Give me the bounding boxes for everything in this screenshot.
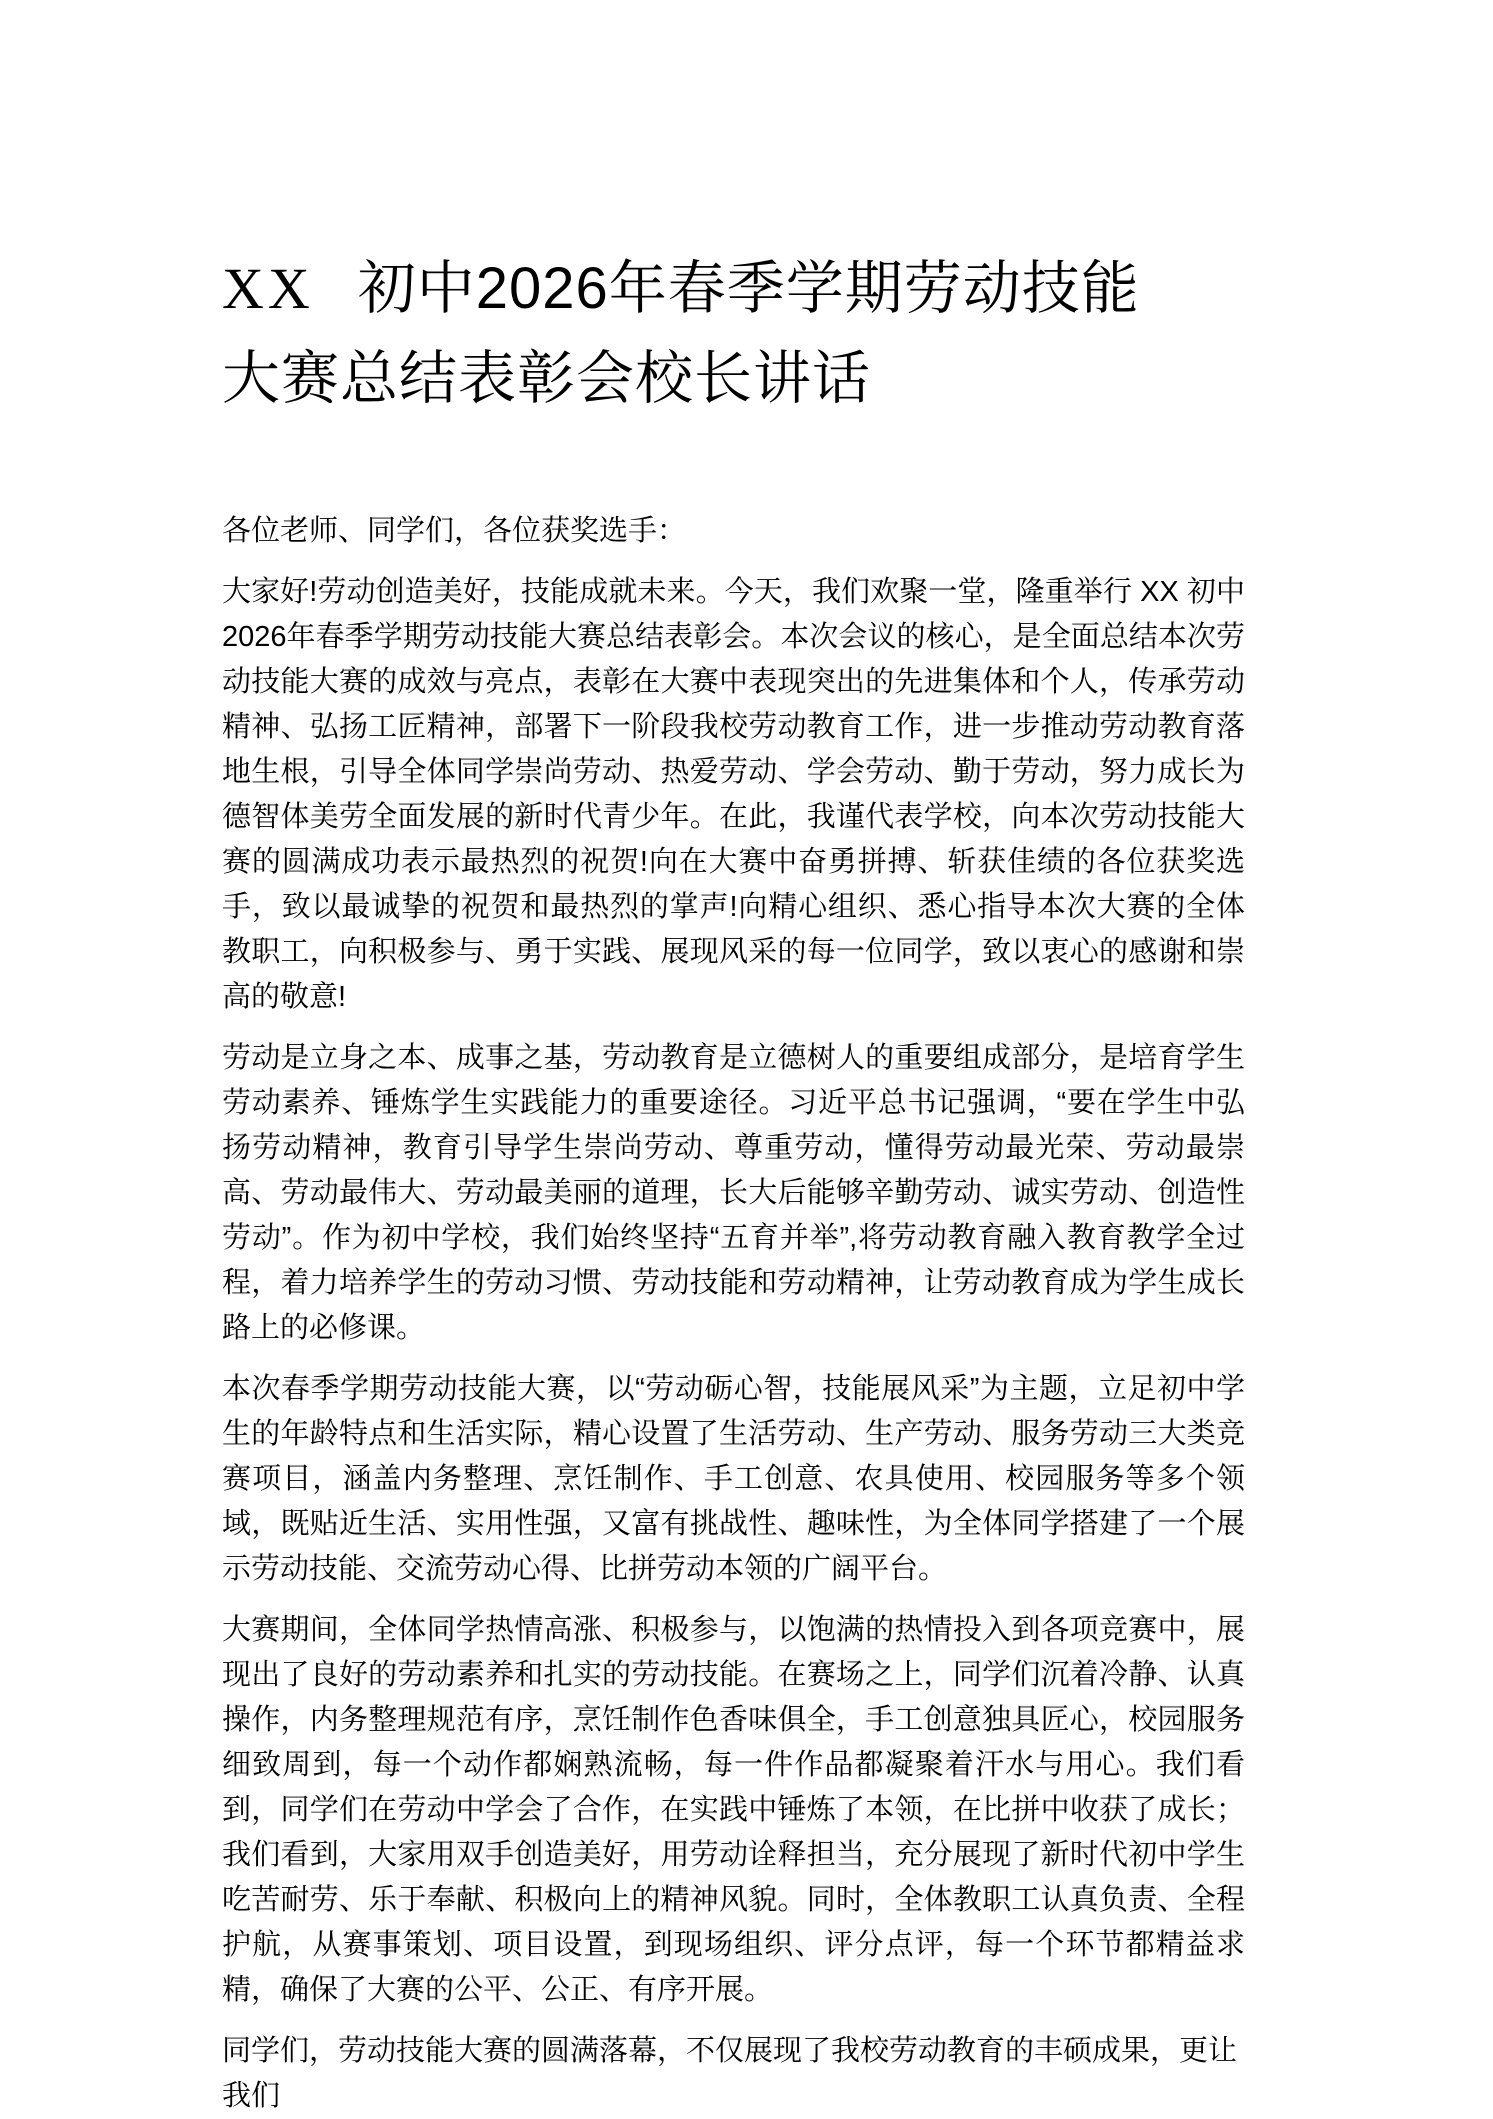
title-line-1: 初中2026年春季学期劳动技能	[357, 256, 1140, 321]
title-school-name-placeholder: XX	[222, 256, 314, 321]
paragraph-competition-theme-and-events: 本次春季学期劳动技能大赛，以“劳动砺心智，技能展风采”为主题，立足初中学生的年龄特点和生活实际，精心设置了生活劳动、生产劳动、服务劳动三大类竞赛项目，涵盖内务整理、烹饪制作、手工创意、农具使用、校园服务等多个领域，既贴近生活、实用性强，又富有挑战性、趣味性，为全体同学搭建了一个展示劳动技能、交流劳动心得、比拼劳动本领的广阔平台。	[222, 1373, 1245, 1585]
paragraph-opening-congratulations: 大家好!劳动创造美好，技能成就未来。今天，我们欢聚一堂，隆重举行 XX 初中2026年春季学期劳动技能大赛总结表彰会。本次会议的核心，是全面总结本次劳动技能大赛的成效与亮点，表彰在大赛中表现突出的先进集体和个人，传承劳动精神、弘扬工匠精神，部署下一阶段我校劳动教育工作，进一步推动劳动教育落地生根，引导全体同学崇尚劳动、热爱劳动、学会劳动、勤于劳动，努力成长为德智体美劳全面发展的新时代青少年。在此，我谨代表学校，向本次劳动技能大赛的圆满成功表示最热烈的祝贺!向在大赛中奋勇拼搏、斩获佳绩的各位获奖选手，致以最诚挚的祝贺和最热烈的掌声!向精心组织、悉心指导本次大赛的全体教职工，向积极参与、勇于实践、展现风采的每一位同学，致以衷心的感谢和崇高的敬意!	[222, 576, 1245, 1013]
paragraph-closing-partial: 同学们，劳动技能大赛的圆满落幕，不仅展现了我校劳动教育的丰硕成果，更让我们	[222, 2035, 1238, 2112]
title-line-2: 大赛总结表彰会校长讲话	[222, 346, 872, 411]
document-title	[222, 244, 1245, 424]
salutation-line: 各位老师、同学们，各位获奖选手：	[222, 515, 687, 547]
paragraph-labor-education-significance: 劳动是立身之本、成事之基，劳动教育是立德树人的重要组成部分，是培育学生劳动素养、锤炼学生实践能力的重要途径。习近平总书记强调，“要在学生中弘扬劳动精神，教育引导学生崇尚劳动、尊重劳动，懂得劳动最光荣、劳动最崇高、劳动最伟大、劳动最美丽的道理，长大后能够辛勤劳动、诚实劳动、创造性劳动”。作为初中学校，我们始终坚持“五育并举”,将劳动教育融入教育教学全过程，着力培养学生的劳动习惯、劳动技能和劳动精神，让劳动教育成为学生成长路上的必修课。	[222, 1042, 1245, 1344]
paragraph-competition-performance: 大赛期间，全体同学热情高涨、积极参与，以饱满的热情投入到各项竞赛中，展现出了良好的劳动素养和扎实的劳动技能。在赛场之上，同学们沉着冷静、认真操作，内务整理规范有序，烹饪制作色香味俱全，手工创意独具匠心，校园服务细致周到，每一个动作都娴熟流畅，每一件作品都凝聚着汗水与用心。我们看到，同学们在劳动中学会了合作，在实践中锤炼了本领，在比拼中收获了成长；我们看到，大家用双手创造美好，用劳动诠释担当，充分展现了新时代初中学生吃苦耐劳、乐于奉献、积极向上的精神风貌。同时，全体教职工认真负责、全程护航，从赛事策划、项目设置，到现场组织、评分点评，每一个环节都精益求精，确保了大赛的公平、公正、有序开展。	[222, 1614, 1245, 2006]
